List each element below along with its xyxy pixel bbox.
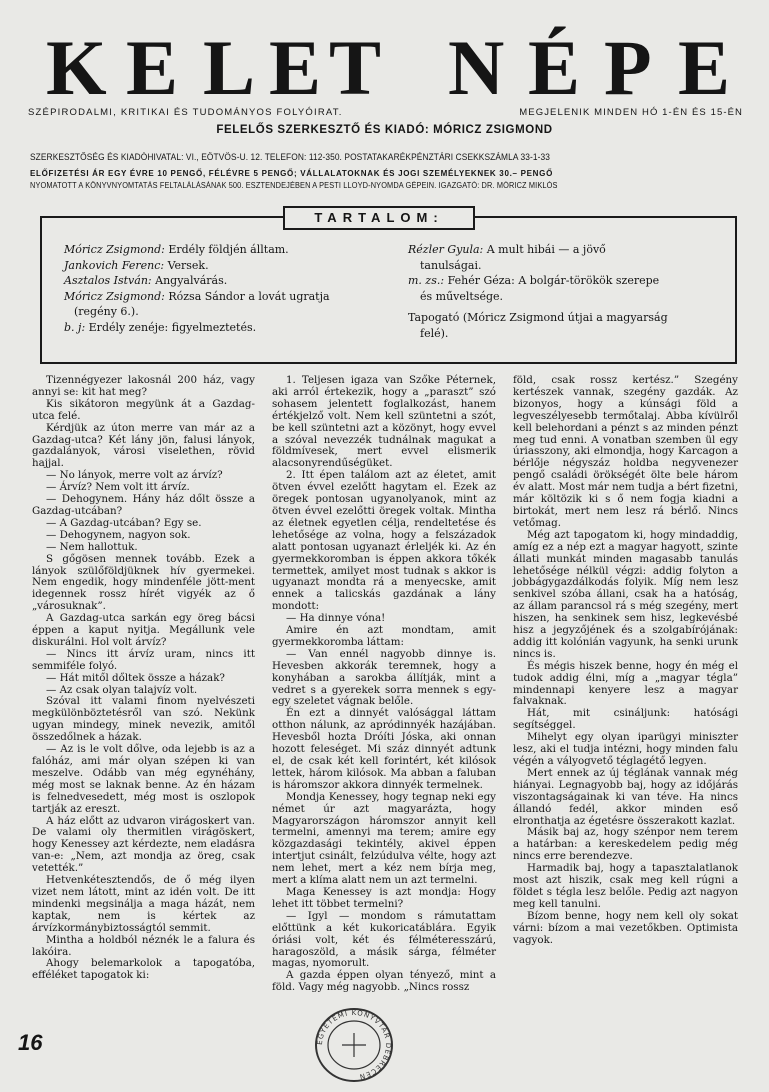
paragraph: — Nincs itt árvíz uram, nincs itt semmiféle folyó. bbox=[32, 647, 255, 672]
printing-line: NYOMATOTT A KÖNYVNYOMTATÁS FELTALÁLÁSÁNAK 500. ESZTENDEJÉBEN A PESTI LLOYD-NYOMDA GÉPEIN. IGAZGATÓ: DR. MÓRICZ MIKLÓS bbox=[30, 181, 558, 190]
paragraph: Amire én azt mondtam, amit gyermekkoromba láttam: bbox=[272, 624, 496, 648]
toc-entry: Tapogató (Móricz Zsigmond útjai a magyarság bbox=[408, 311, 668, 324]
paragraph: — Az csak olyan talajvíz volt. bbox=[46, 683, 198, 696]
toc-entry: (regény 6.). bbox=[74, 305, 139, 318]
paragraph: Szóval itt valami finom nyelvészeti megkülönböztetésről van szó. Nekünk ugyan mindegy, minek nevezik, amitől összedőlnek a házak. bbox=[32, 695, 255, 744]
paragraph: — Árvíz? Nem volt itt árvíz. bbox=[46, 481, 190, 494]
toc-title: TARTALOM: bbox=[283, 206, 475, 230]
office-line: SZERKESZTŐSÉG ÉS KIADÓHIVATAL: VI., EÖTVÖS-U. 12. TELEFON: 112-350. POSTATAKARÉKPÉNZTÁRI CSEKKSZÁMLA 33-1-33 bbox=[30, 152, 551, 162]
paragraph: Mondja Kenessey, hogy tegnap neki egy német úr azt magyarázta, hogy Magyarországon háromszor annyit kell termelni, amennyi ma terem; amire egy közgazdasági tekintély, akivel éppen intertjut csinált, felzúdulva vélte, hogy azt nem lehet, mert a kéz nem bírja meg, mert a klíma alatt nem un azt termelni. bbox=[272, 790, 496, 887]
paragraph: Ahogy belemarkolok a tapogatóba, efféléket tapogatok ki: bbox=[32, 957, 255, 982]
subscription-line: ELŐFIZETÉSI ÁR EGY ÉVRE 10 PENGŐ, FÉLÉVRE 5 PENGŐ; VÁLLALATOKNAK ÉS JOGI SZEMÉLYEKNEK 30.– PENGŐ bbox=[30, 169, 553, 178]
paragraph: — Van ennél nagyobb dinnye is. Hevesben akkorák teremnek, hogy a konyhában a sarokba állítják, mint a vedret s a gyerekek sorra mennek s egy-egy szeletet vágnak belőle. bbox=[272, 647, 496, 708]
paragraph: Kérdjük az úton merre van már az a Gazdag-utca? Két lány jön, falusi lányok, gazdalányok, városi viselethen, rövid hajjal. bbox=[32, 421, 255, 470]
paragraph: A gazda éppen olyan tényező, mint a föld. Vagy még nagyobb. „Nincs rossz bbox=[272, 969, 496, 994]
paragraph: 2. Itt épen találom azt az életet, amit ötven évvel ezelőtt hagytam el. Ezek az öregek pontosan ugyanolyanok, mint az ötven évvel ezelőtti öregek voltak. Mintha az életnek egyetlen célja, rendeltetése és lehetősége az volna, hogy a felszázadok alatt pontosan ugyanazt érleljék ki. Az én gyermekkoromban is éppen akkora tőkék termettek, amilyet most tudnak s akkor is ugyanazt mondta rá a menyecske, amit ennek a talicskás gazdának a lány mondott: bbox=[272, 469, 496, 613]
paragraph: — Nem hallottuk. bbox=[46, 540, 138, 553]
paragraph: A Gazdag-utca sarkán egy öreg bácsi éppen a kaput nyitja. Megállunk vele diskurálni. Hol volt árvíz? bbox=[32, 612, 255, 648]
masthead-letter: E bbox=[126, 24, 179, 111]
article-column-2 bbox=[272, 375, 496, 994]
toc-entry: Asztalos István: Angyalvárás. bbox=[64, 274, 228, 287]
article-column-1 bbox=[32, 375, 255, 982]
paragraph: — Igyl — mondom s rámutattam előttünk a két kukoricatáblára. Egyik óriási volt, két és félméteresszárú, haragoszöld, a másik sárga, félméter magas, nyomorult. bbox=[272, 909, 496, 970]
paragraph: Harmadik baj, hogy a tapasztalatlanok most azt hiszik, csak meg kell rúgni a földet s tégla lesz belőle. Pedig azt nagyon meg kell tanulni. bbox=[513, 862, 738, 910]
paragraph: — Dehogynem, nagyon sok. bbox=[46, 528, 191, 541]
paragraph: Kis sikátoron megyünk át a Gazdag-utca felé. bbox=[32, 397, 255, 422]
toc-border-bottom bbox=[40, 362, 737, 364]
toc-entry: és műveltsége. bbox=[420, 289, 504, 303]
paragraph: Hát, mit csináljunk: hatósági segítséggel. bbox=[513, 707, 738, 732]
masthead-letter: E bbox=[678, 24, 731, 111]
masthead-title bbox=[0, 24, 769, 111]
paragraph: föld, csak rossz kertész.” Szegény kertészek vannak, szegény gazdák. Az bizonyos, hogy a kúnsági föld a legveszélyesebb termőtalaj. Abba kívülről kell belehordani a pénzt s az minden pénzt meg tud enni. A vonatban szemben ül egy úriasszony, aki elmondja, hogy Karcagon a bérlője négyszáz holdba negyvenezer pengő családi örökségét ölte bele három év alatt. Most már nem tudja a bért fizetni, már költözik ki s ő nem fogja kiadni a birtokát, mert nem lesz rá bérlő. Nincs vetőmag. bbox=[513, 374, 738, 529]
paragraph: — Hát mitől dőltek össze a házak? bbox=[46, 671, 225, 684]
toc-entry: tanulságai. bbox=[420, 258, 482, 272]
paragraph: Bízom benne, hogy nem kell oly sokat várni: bízom a mai vezetőkben. Optimista vagyok. bbox=[513, 909, 738, 946]
paragraph: Mert ennek az új téglának vannak még hiányai. Legnagyobb baj, hogy az időjárás viszontagságainak ki van téve. Ha nincs állandó fedél, akkor minden eső elronthatja az égetésre összerakott kazlat. bbox=[513, 766, 738, 827]
paragraph: Másik baj az, hogy szénpor nem terem a határban: a kereskedelem pedig még nincs erre berendezve. bbox=[513, 826, 738, 863]
masthead-letter: K bbox=[46, 24, 107, 111]
paragraph: Maga Kenessey is azt mondja: Hogy lehet itt többet termelni? bbox=[272, 885, 496, 910]
article-column-3 bbox=[513, 375, 738, 947]
paragraph: — A Gazdag-utcában? Egy se. bbox=[46, 516, 202, 529]
paragraph: — Ha dinnye vóna! bbox=[286, 612, 386, 625]
toc-entry: b. j: Erdély zenéje: figyelmeztetés. bbox=[64, 320, 257, 334]
masthead-letter: P bbox=[604, 24, 652, 111]
toc-entry: m. zs.: Fehér Géza: A bolgár-törökök szerepe bbox=[408, 274, 660, 287]
page-number: 16 bbox=[18, 1030, 43, 1055]
paragraph: — Az is le volt dőlve, oda lejebb is az a falóház, ami már olyan szépen ki van meszelve. Odább van még egynéhány, még most se laknak benne. Az én házam is felnedvesedett, még most is oszlopok tartják az ereszt. bbox=[32, 743, 255, 815]
paragraph: Tizennégyezer lakosnál 200 ház, vagy annyi se: kit hat meg? bbox=[32, 374, 255, 398]
toc-rule-right bbox=[475, 216, 737, 218]
svg-text:EGYETEMI KÖNYVTÁR DEBRECEN: EGYETEMI KÖNYVTÁR DEBRECEN bbox=[315, 1008, 393, 1081]
paragraph: Hetvenkétesztendős, de ő még ilyen vizet nem látott, mint az idén volt. De itt mindenki megsinálja a maga házát, nem kaptak, nem is kértek az árvízkormánybiztosságtól semmit. bbox=[32, 874, 255, 934]
toc-rule-left bbox=[40, 216, 283, 218]
paragraph: Még azt tapogatom ki, hogy mindaddig, amíg ez a nép ezt a magyar hagyott, szinte állati munkát minden magasabb tanulás lehetősége nélkül végzi: addig folyton a jobbágygazdálkodás folyik. Míg nem lesz senkivel szóba állani, csak ha a hatóság, az állam parancsol rá s még szegény, mert hiszen, ha senkinek sem hisz, legkevésbé hisz a jegyzőjének és a szolgabírójának: addig itt kolónián vagyunk, ha senki urunk nincs is. bbox=[513, 528, 738, 660]
toc-left bbox=[64, 242, 364, 335]
masthead-letter: L bbox=[203, 24, 256, 111]
toc-entry: Rézler Gyula: A mult hibái — a jövő bbox=[408, 243, 606, 256]
masthead-letter: N bbox=[448, 24, 505, 111]
toc-border-left bbox=[40, 216, 42, 364]
paragraph: S gőgösen mennek tovább. Ezek a lányok szülőföldjüknek hív gyermekei. Nem engedik, hogy mindenféle jött-ment idegennek rossz hírét vigyék az ő „városuknak”. bbox=[32, 552, 255, 613]
toc-entry: Jankovich Ferenc: Versek. bbox=[64, 258, 209, 272]
masthead-letter: E bbox=[269, 24, 322, 111]
paragraph: Mintha a holdból néznék le a falura és lakóira. bbox=[32, 933, 255, 958]
toc-right bbox=[408, 242, 728, 341]
toc-entry: Móricz Zsigmond: Rózsa Sándor a lovát ugratja bbox=[64, 289, 330, 303]
paragraph: Én ezt a dinnyét valósággal láttam otthon nálunk, az apródinnyék hazájában. Hevesből hozta Dróíti Jóska, aki onnan hozott feleséget. Mi száz dinnyét adtunk el, de csak két kell forintért, két kilósok lettek, három kilósok. Ma abban a faluban is háromszor akkora dinnyék termelnek. bbox=[272, 707, 496, 791]
editor-line: FELELŐS SZERKESZTŐ ÉS KIADÓ: MÓRICZ ZSIGMOND bbox=[216, 124, 553, 136]
paragraph: És mégis hiszek benne, hogy én még el tudok addig élni, míg a „magyar tégla” mindennapi kenyere lesz a magyar falvaknak. bbox=[513, 659, 738, 708]
library-stamp bbox=[310, 1004, 398, 1086]
paragraph: A ház előtt az udvaron virágoskert van. De valami oly thermitlen virágöskert, hogy Kenessey azt kérdezte, nem eladásra van-e: „Nem, azt mondja az öreg, csak vetették.” bbox=[32, 814, 255, 875]
toc-entry: felé). bbox=[420, 326, 449, 340]
masthead-letter: É bbox=[528, 24, 581, 111]
tagline-left: SZÉPIRODALMI, KRITIKAI ÉS TUDOMÁNYOS FOLYÓIRAT. bbox=[28, 107, 343, 118]
paragraph: — Dehogynem. Hány ház dőlt össze a Gazdag-utcában? bbox=[32, 493, 255, 517]
toc-border-right bbox=[735, 216, 737, 364]
toc-entry: Móricz Zsigmond: Erdély földjén álltam. bbox=[64, 243, 289, 256]
paragraph: 1. Teljesen igaza van Szőke Péternek, aki arról értekezik, hogy a „paraszt” szó sohasem jelentett foglalkozást, hanem értékjelző volt. Nem kell szüntetni a szót, be kell szüntetni azt a közönyt, hogy evvel a szóval nevezzék tudnálnak magukat a földmívesek, mert evvel elismerik alacsonyrendűségüket. bbox=[272, 374, 496, 470]
masthead-letter: T bbox=[329, 24, 382, 111]
paragraph: — No lányok, merre volt az árvíz? bbox=[46, 469, 223, 482]
paragraph: Mihelyt egy olyan iparügyi miniszter lesz, aki el tudja intézni, hogy minden falu végén a vályogvető téglagétő legyen. bbox=[513, 731, 738, 767]
tagline-right: MEGJELENIK MINDEN HÓ 1-ÉN ÉS 15-ÉN bbox=[519, 107, 743, 118]
